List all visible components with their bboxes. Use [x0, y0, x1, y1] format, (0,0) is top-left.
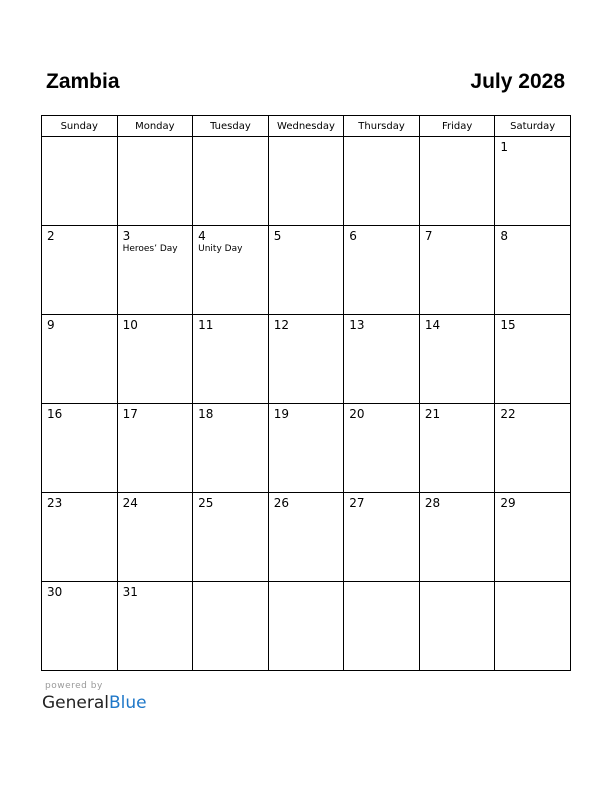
- powered-by-text: powered by: [45, 681, 103, 691]
- day-number: 23: [47, 496, 63, 510]
- holiday-label: [269, 421, 344, 422]
- holiday-label: [269, 585, 344, 586]
- week-row: [42, 404, 571, 493]
- day-number: 31: [122, 585, 138, 599]
- day-number: 13: [349, 318, 365, 332]
- day-cell: [344, 582, 420, 671]
- weekday-wednesday: Wednesday: [268, 116, 344, 137]
- brand-general: General: [42, 693, 109, 713]
- holiday-label: [344, 510, 419, 511]
- day-number: 25: [198, 496, 214, 510]
- brand-blue: Blue: [109, 693, 147, 713]
- day-cell: [495, 315, 571, 404]
- day-number: 4: [198, 229, 206, 243]
- day-number: 21: [424, 407, 441, 421]
- holiday-label: [118, 332, 193, 333]
- day-number: 17: [122, 407, 138, 421]
- day-cell: [193, 493, 269, 582]
- day-cell: [344, 226, 420, 315]
- day-number: 6: [349, 229, 357, 243]
- day-number: 5: [273, 229, 282, 243]
- holiday-label: [495, 332, 570, 333]
- holiday-label: [344, 421, 419, 422]
- holiday-label: [42, 140, 117, 141]
- holiday-label: [193, 585, 268, 586]
- holiday-label: [420, 510, 495, 511]
- day-cell: [193, 404, 269, 493]
- country-title: Zambia: [46, 70, 120, 93]
- weekday-sunday: Sunday: [42, 116, 118, 137]
- week-row: [42, 493, 571, 582]
- holiday-label: [42, 510, 117, 511]
- holiday-label: [118, 510, 193, 511]
- day-cell: [42, 226, 118, 315]
- day-number: 10: [122, 318, 138, 332]
- day-cell: [117, 137, 193, 226]
- weekday-friday: Friday: [419, 116, 495, 137]
- day-cell: [268, 404, 344, 493]
- day-cell: [268, 137, 344, 226]
- day-number: 11: [198, 318, 214, 332]
- day-number: 15: [500, 318, 516, 332]
- holiday-label: Heroes’ Day: [122, 244, 178, 254]
- weekday-tuesday: Tuesday: [193, 116, 269, 137]
- day-cell: [42, 404, 118, 493]
- day-cell: [419, 315, 495, 404]
- weekday-monday: Monday: [117, 116, 193, 137]
- day-cell: [193, 315, 269, 404]
- day-cell: [344, 404, 420, 493]
- day-number: 8: [500, 229, 509, 243]
- weekday-saturday: Saturday: [495, 116, 571, 137]
- day-cell: [268, 582, 344, 671]
- holiday-label: [344, 585, 419, 586]
- day-number: 26: [273, 496, 289, 510]
- holiday-label: [495, 243, 570, 244]
- month-year-title: July 2028: [470, 70, 565, 93]
- day-cell: [268, 226, 344, 315]
- day-cell: [42, 493, 118, 582]
- day-cell: [495, 137, 571, 226]
- day-cell: [495, 582, 571, 671]
- day-number: 20: [349, 407, 365, 421]
- weekday-header-row: [42, 116, 571, 137]
- holiday-label: [495, 154, 570, 155]
- day-cell: [42, 137, 118, 226]
- week-row: [42, 582, 571, 671]
- holiday-label: [42, 332, 117, 333]
- day-cell: [419, 226, 495, 315]
- week-row: [42, 315, 571, 404]
- day-cell: [495, 404, 571, 493]
- holiday-label: [42, 599, 117, 600]
- day-cell: [193, 137, 269, 226]
- holiday-label: [420, 140, 495, 141]
- day-cell: [344, 493, 420, 582]
- calendar-grid: [41, 115, 571, 671]
- day-cell: [42, 582, 118, 671]
- holiday-label: [495, 510, 570, 511]
- holiday-label: [420, 243, 495, 244]
- holiday-label: [118, 599, 193, 600]
- day-cell: [419, 582, 495, 671]
- day-number: 30: [47, 585, 63, 599]
- holiday-label: [193, 332, 268, 333]
- week-row: [42, 137, 571, 226]
- holiday-label: [193, 510, 268, 511]
- day-cell: [117, 315, 193, 404]
- holiday-label: [344, 332, 419, 333]
- holiday-label: [118, 140, 193, 141]
- day-number: 22: [500, 407, 516, 421]
- holiday-label: [42, 421, 117, 422]
- holiday-label: [193, 140, 268, 141]
- holiday-label: [42, 243, 117, 244]
- day-number: 3: [122, 229, 131, 243]
- generalblue-logo[interactable]: [42, 693, 147, 713]
- day-cell: [117, 493, 193, 582]
- week-row: [42, 226, 571, 315]
- holiday-label: [344, 140, 419, 141]
- day-number: 28: [424, 496, 441, 510]
- day-cell: [495, 226, 571, 315]
- day-cell: [419, 493, 495, 582]
- day-cell: [42, 315, 118, 404]
- day-number: 7: [424, 229, 433, 243]
- holiday-label: [118, 421, 193, 422]
- day-number: 14: [424, 318, 441, 332]
- day-cell: [193, 582, 269, 671]
- day-number: 29: [500, 496, 516, 510]
- day-cell: [344, 315, 420, 404]
- holiday-label: [344, 243, 419, 244]
- day-number: 9: [47, 318, 55, 332]
- holiday-label: Unity Day: [198, 244, 243, 254]
- holiday-label: [269, 510, 344, 511]
- holiday-label: [193, 421, 268, 422]
- day-cell: [344, 137, 420, 226]
- day-number: 2: [47, 229, 55, 243]
- day-number: 18: [198, 407, 214, 421]
- weekday-thursday: Thursday: [344, 116, 420, 137]
- day-cell: [268, 493, 344, 582]
- holiday-label: [495, 585, 570, 586]
- day-number: 1: [500, 140, 509, 154]
- holiday-label: [269, 332, 344, 333]
- day-cell: [117, 226, 193, 315]
- day-cell: [117, 404, 193, 493]
- day-number: 12: [273, 318, 289, 332]
- holiday-label: [495, 421, 570, 422]
- day-cell: [193, 226, 269, 315]
- day-cell: [268, 315, 344, 404]
- holiday-label: [269, 140, 344, 141]
- day-cell: [117, 582, 193, 671]
- holiday-label: [269, 243, 344, 244]
- day-cell: [495, 493, 571, 582]
- day-number: 16: [47, 407, 63, 421]
- day-number: 24: [122, 496, 138, 510]
- day-cell: [419, 137, 495, 226]
- holiday-label: [420, 332, 495, 333]
- day-number: 27: [349, 496, 365, 510]
- day-number: 19: [273, 407, 289, 421]
- holiday-label: [420, 585, 495, 586]
- holiday-label: [420, 421, 495, 422]
- day-cell: [419, 404, 495, 493]
